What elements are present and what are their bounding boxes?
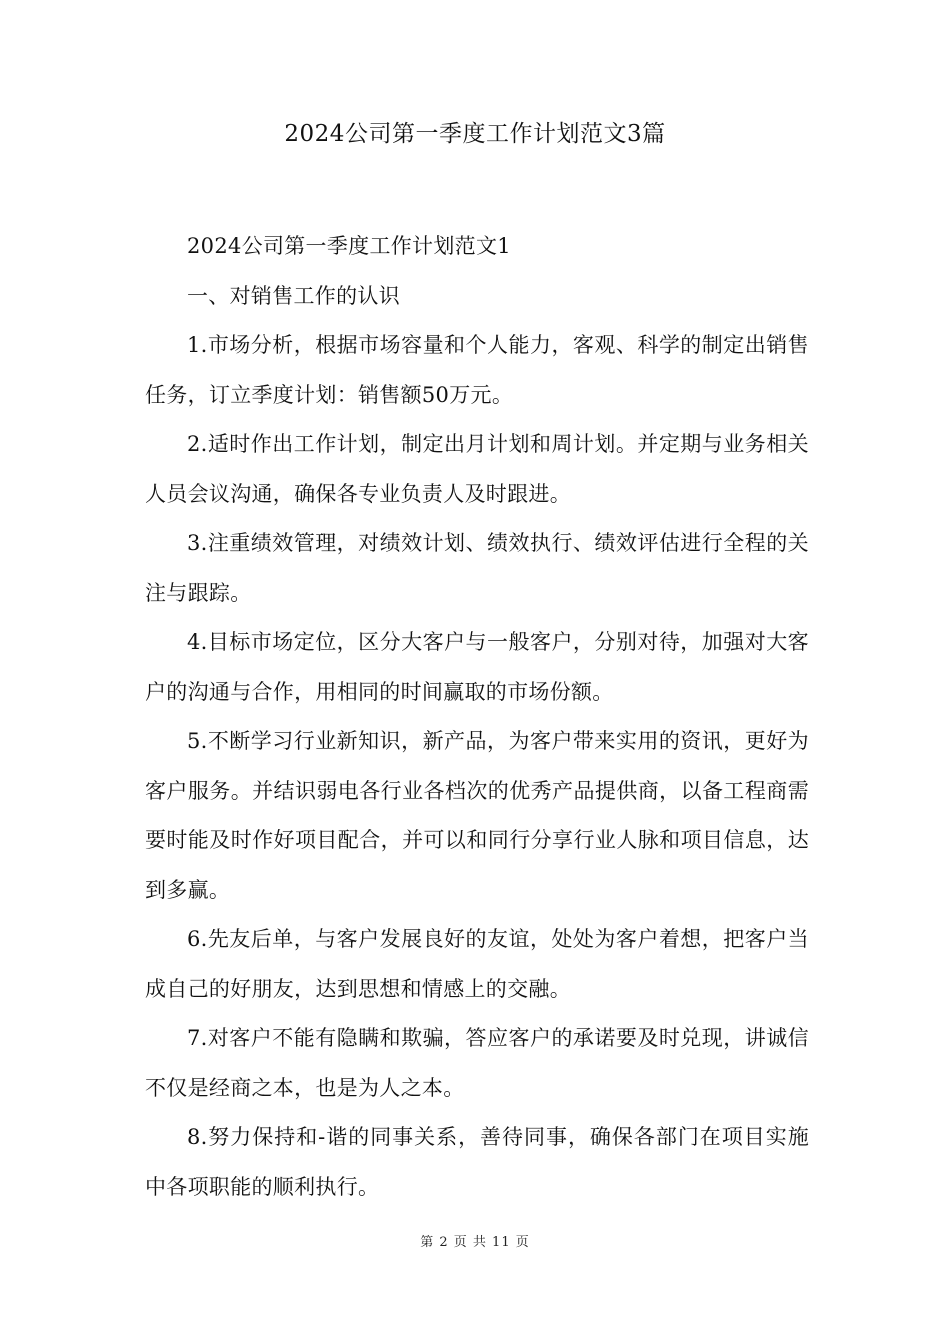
paragraph-item-5: 5.不断学习行业新知识，新产品，为客户带来实用的资讯，更好为客户服务。并结识弱电各行业各档次的优秀产品提供商，以备工程商需要时能及时作好项目配合，并可以和同行分享行业人脉和项目信息，达到多赢。 xyxy=(145,729,809,902)
paragraph-item-6: 6.先友后单，与客户发展良好的友谊，处处为客户着想，把客户当成自己的好朋友，达到思想和情感上的交融。 xyxy=(145,927,809,1001)
paragraph-item-2: 2.适时作出工作计划，制定出月计划和周计划。并定期与业务相关人员会议沟通，确保各专业负责人及时跟进。 xyxy=(145,432,809,506)
document-title: 2024公司第一季度工作计划范文3篇 xyxy=(284,121,666,147)
paragraph-item-7: 7.对客户不能有隐瞒和欺骗，答应客户的承诺要及时兑现，讲诚信不仅是经商之本，也是为人之本。 xyxy=(145,1026,809,1100)
paragraph-subheading: 一、对销售工作的认识 xyxy=(187,283,400,308)
paragraph-item-8: 8.努力保持和-谐的同事关系，善待同事，确保各部门在项目实施中各项职能的顺利执行。 xyxy=(145,1125,809,1199)
paragraph-item-4: 4.目标市场定位，区分大客户与一般客户，分别对待，加强对大客户的沟通与合作，用相同的时间赢取的市场份额。 xyxy=(145,630,809,704)
paragraph-section-heading: 2024公司第一季度工作计划范文1 xyxy=(187,234,511,258)
page-footer: 第 2 页 共 11 页 xyxy=(420,1235,530,1250)
document-body xyxy=(145,222,809,1212)
paragraph-item-1: 1.市场分析，根据市场容量和个人能力，客观、科学的制定出销售任务，订立季度计划：销售额50万元。 xyxy=(145,333,809,407)
paragraph-item-3: 3.注重绩效管理，对绩效计划、绩效执行、绩效评估进行全程的关注与跟踪。 xyxy=(145,531,809,605)
